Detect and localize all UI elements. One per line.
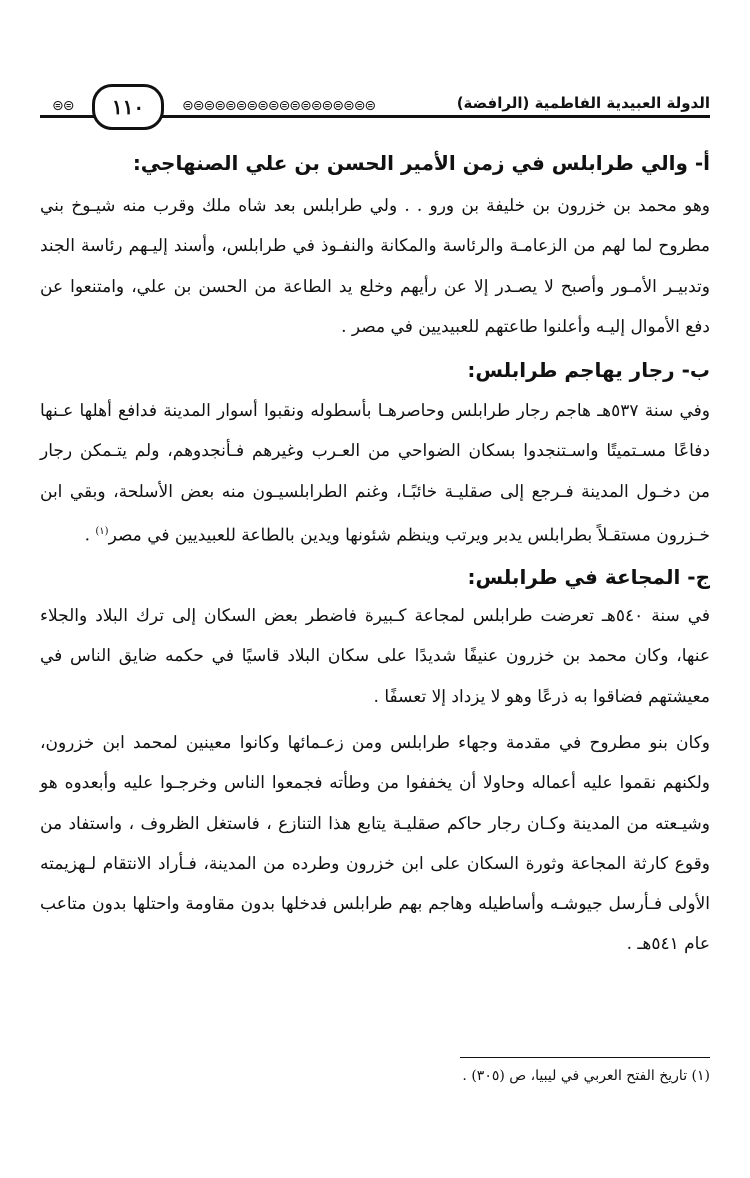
section-paragraph-b-text: وفي سنة ٥٣٧هـ هاجم رجار طرابلس وحاصرهـا بأسطوله ونقبوا أسوار المدينة فدافع أهلها عـنها دفاعًا مسـتميتًا واسـتنجدوا بسكان الضواحي من العـرب وغيرهم فـأنجدوهم، ولم يتـمكن رجار من دخـول المدينة فـرجع إلى صقليـة خائبًـا، وغنم الطرابلسيـون منه بعض الأسلحة، وبقي ابن خـزرون مستقـلاً بطرابلس يدبر ويرتب وينظم شئونها ويدين بالطاعة للعبيديين في مصر <box>40 401 710 546</box>
section-paragraph-a: وهو محمد بن خزرون بن خليفة بن ورو . . ولي طرابلس بعد شاه ملك وقرب منه شيـوخ بني مطروح لما لهم من الزعامـة والرئاسة والمكانة والنفـوذ في طرابلس، وأسند إليـهم رئاسة الجند وتدبيـر الأمـور وأصبح لا يصـدر إلا عن رأيهم وخلع يد الطاعة من الحسن بن علي، وامتنعوا عن دفع الأموال إليـه وأعلنوا طاعتهم للعبيديين في مصر . <box>40 196 710 337</box>
header-ornament-chain: ⊜⊜⊜⊜⊜⊜⊜⊜⊜⊜⊜⊜⊜⊜⊜⊜⊜⊜ <box>182 98 376 114</box>
footnote-divider <box>460 1057 710 1058</box>
page-content <box>40 146 710 965</box>
section-paragraph-b <box>40 391 710 556</box>
section-paragraph-c2: وكان بنو مطروح في مقدمة وجهاء طرابلس ومن زعـمائها وكانوا معينين لمحمد ابن خزرون، ولكنهم نقموا عليه أعماله وحاولا أن يخففوا من وطأته فجمعوا الناس وخرجـوا عليه وأبعدوه هو وشيـعته من المدينة وكـان رجار حاكم صقليـة يتابع هذا التنازع ، فاستغل الظروف ، واستفاد من وقوع كارثة المجاعة وثورة السكان على ابن خزرون وطرده من المدينة، فـأراد الانتقام لـهزيمته الأولى فـأرسل جيوشـه وأساطيله وهاجم بهم طرابلس فدخلها بدون مقاومة واحتلها بدون متاعب عام ٥٤١هـ . <box>40 732 710 955</box>
page-header <box>40 82 710 132</box>
footnote-reference: (١) <box>95 526 109 538</box>
section-heading-c: ج- المجاعة في طرابلس: <box>467 565 710 590</box>
running-title: الدولة العبيدية الفاطمية (الرافضة) <box>451 94 710 112</box>
footnote: (١) تاريخ الفتح العربي في ليبيا، ص (٣٠٥) . <box>462 1068 710 1084</box>
header-ornament-left: ⊜⊜ <box>48 98 77 114</box>
section-heading-a: أ- والي طرابلس في زمن الأمير الحسن بن علي الصنهاجي: <box>132 151 710 175</box>
section-paragraph-b-end: . <box>84 525 96 546</box>
page-number: ١١٠ <box>92 84 164 130</box>
section-heading-b: ب- رجار يهاجم طرابلس: <box>467 358 710 383</box>
section-paragraph-c1: في سنة ٥٤٠هـ تعرضت طرابلس لمجاعة كـبيرة فاضطر بعض السكان إلى ترك البلاد والجلاء عنها، وكان محمد بن خزرون عنيفًا شديدًا على سكان البلاد قاسيًا في حكمه ضايق الناس في معيشتهم فضاقوا به ذرعًا وهو لا يزداد إلا تعسفًا . <box>40 606 710 707</box>
